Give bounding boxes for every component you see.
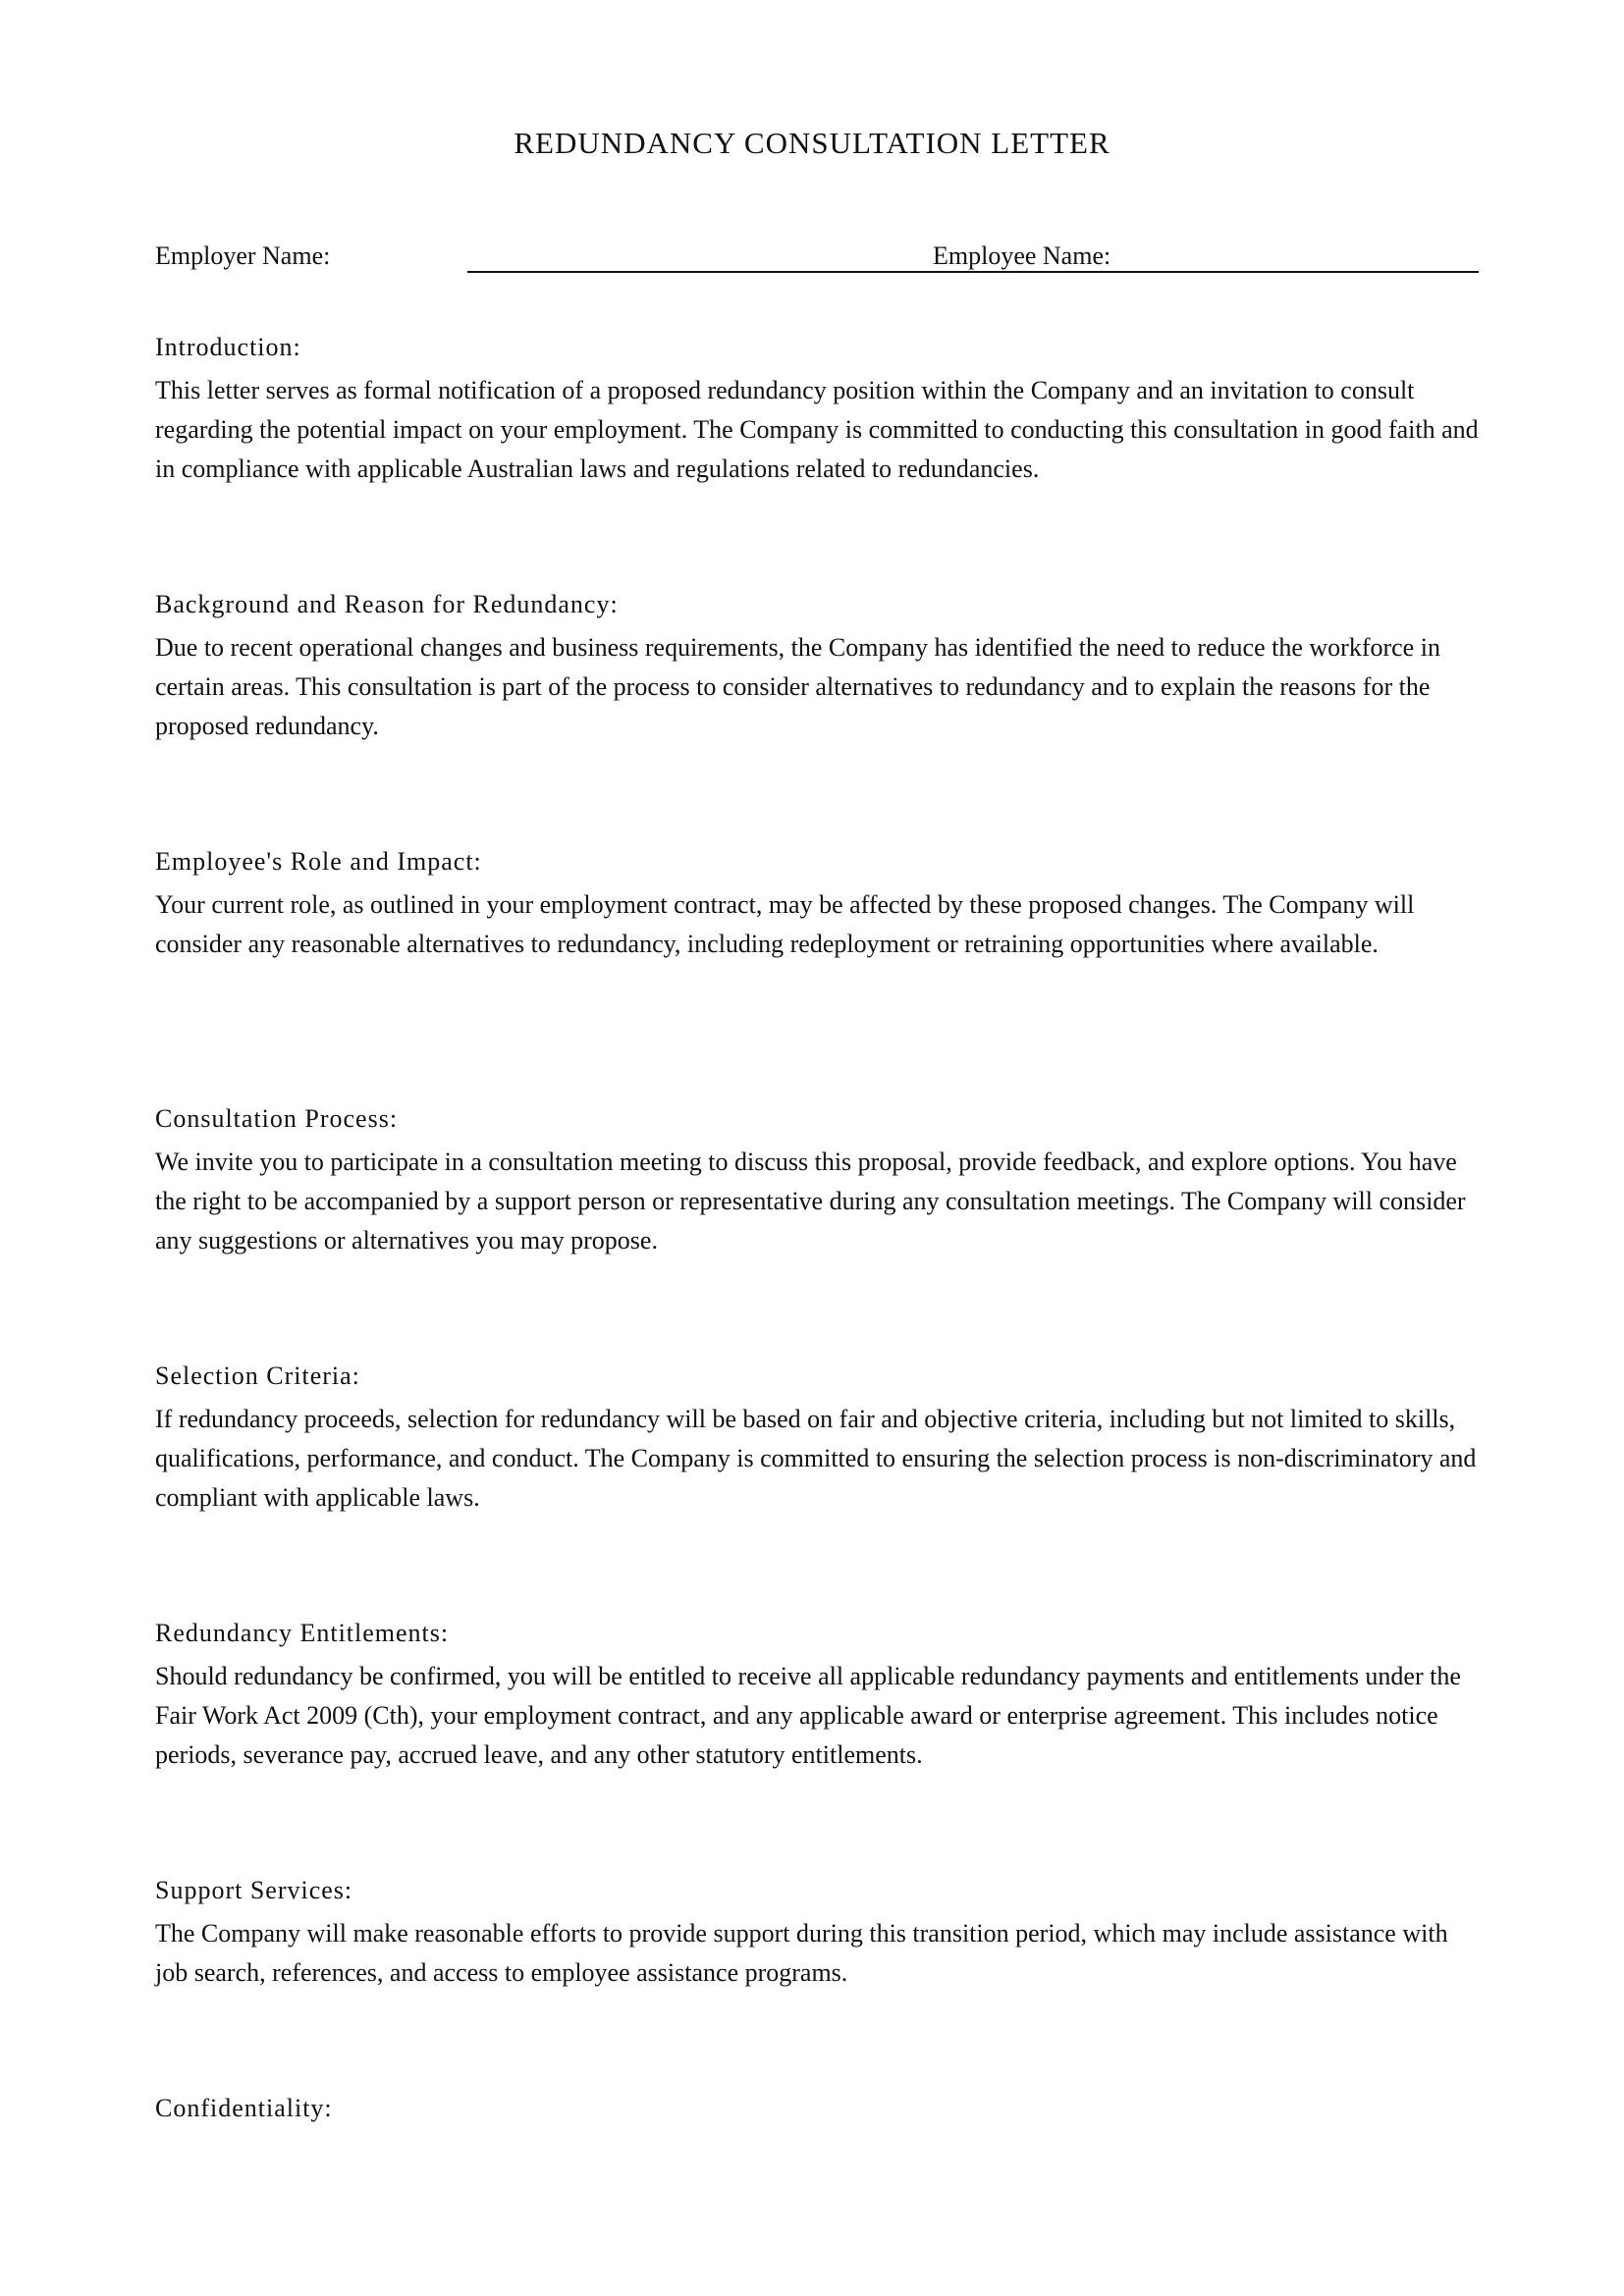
section-heading: Employee's Role and Impact: xyxy=(155,847,482,876)
section-consultation-process xyxy=(155,1101,1481,1260)
section-heading: Redundancy Entitlements: xyxy=(155,1619,450,1647)
section-body: We invite you to participate in a consultation meeting to discuss this proposal, provide feedback, and explore options. You have the right to be accompanied by a support person or representative during any consultation meetings. The Company will consider any suggestions or alternatives you may propose. xyxy=(155,1148,1466,1255)
section-body: Should redundancy be confirmed, you will be entitled to receive all applicable redundancy payments and entitlements under the Fair Work Act 2009 (Cth), your employment contract, and any applicable award or enterprise agreement. This includes notice periods, severance pay, accrued leave, and any other statutory entitlements. xyxy=(155,1662,1461,1769)
names-row xyxy=(155,239,1479,278)
section-body: This letter serves as formal notification of a proposed redundancy position within the Company and an invitation to consult regarding the potential impact on your employment. The Company is committed to conducting this consultation in good faith and in compliance with applicable Australian laws and regulations related to redundancies. xyxy=(155,376,1479,483)
section-heading: Confidentiality: xyxy=(155,2094,333,2122)
section-body: Due to recent operational changes and business requirements, the Company has identified the need to reduce the workforce in certain areas. This consultation is part of the process to consider alternatives to redundancy and to explain the reasons for the proposed redundancy. xyxy=(155,633,1440,740)
section-heading: Selection Criteria: xyxy=(155,1362,360,1390)
section-heading: Introduction: xyxy=(155,333,301,361)
employee-name-label: Employee Name: xyxy=(933,241,1111,270)
section-confidentiality xyxy=(155,2091,1481,2132)
section-heading: Consultation Process: xyxy=(155,1104,399,1133)
section-body: If redundancy proceeds, selection for redundancy will be based on fair and objective criteria, including but not limited to skills, qualifications, performance, and conduct. The Company is committed to ensuring the selection process is non-discriminatory and compliant with applicable laws. xyxy=(155,1405,1477,1512)
section-body: The Company will make reasonable efforts to provide support during this transition period, which may include assistance with job search, references, and access to employee assistance programs. xyxy=(155,1919,1448,1987)
section-heading: Support Services: xyxy=(155,1876,353,1904)
document-title: REDUNDANCY CONSULTATION LETTER xyxy=(514,126,1110,160)
section-body: Your current role, as outlined in your employment contract, may be affected by these proposed changes. The Company will consider any reasonable alternatives to redundancy, including redeployment or retraining opportunities where available. xyxy=(155,890,1415,958)
section-background xyxy=(155,587,1481,746)
section-redundancy-entitlements xyxy=(155,1616,1481,1775)
section-employee-role xyxy=(155,844,1481,964)
section-support-services xyxy=(155,1873,1481,1993)
employer-name-label: Employer Name: xyxy=(155,241,331,270)
section-heading: Background and Reason for Redundancy: xyxy=(155,590,619,618)
section-introduction xyxy=(155,330,1481,489)
section-selection-criteria xyxy=(155,1359,1481,1518)
